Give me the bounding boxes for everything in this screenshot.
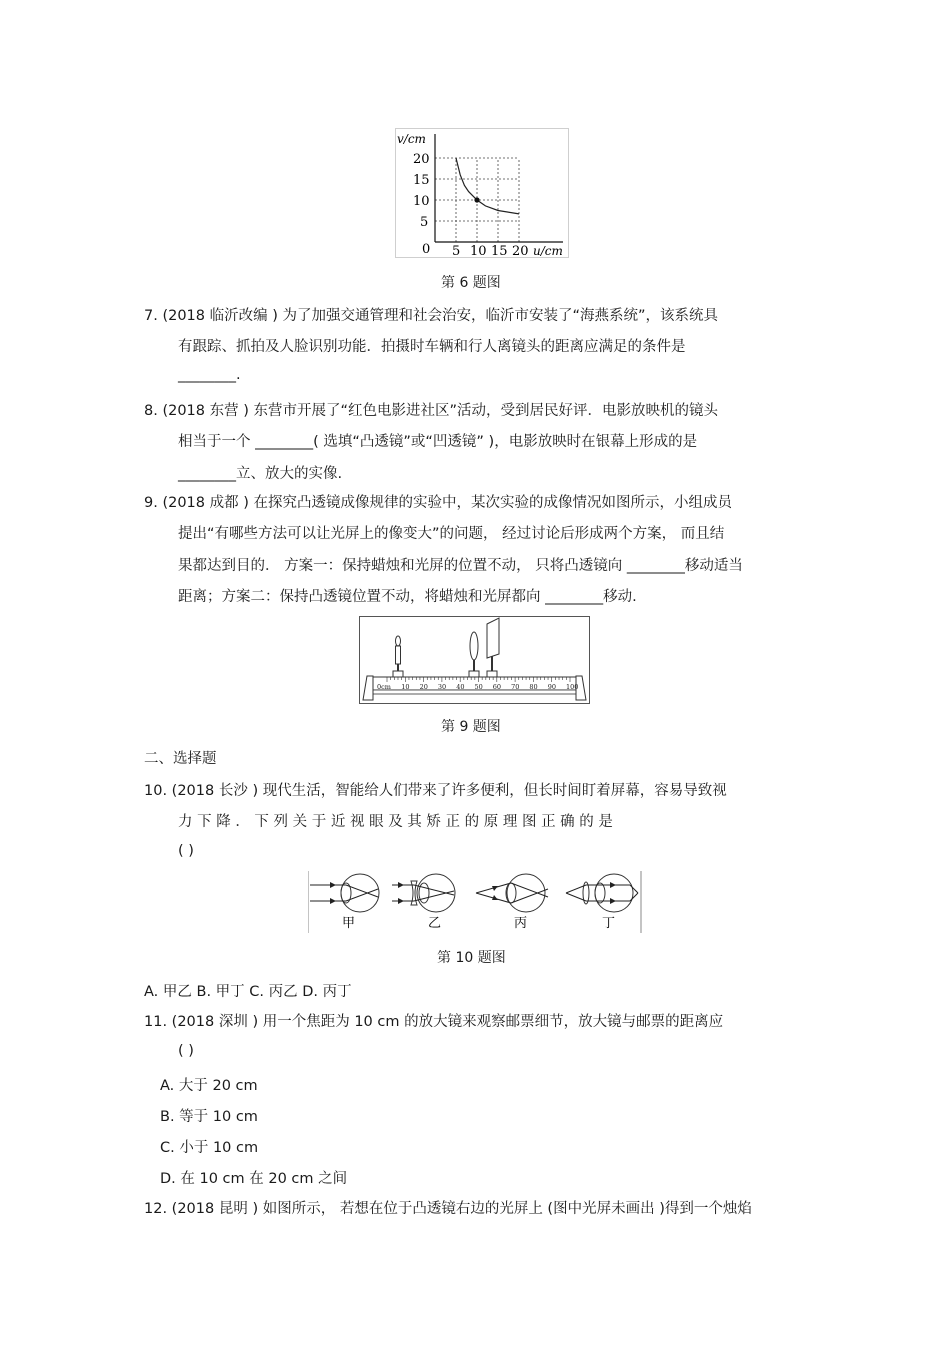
scale-label: 50 bbox=[474, 683, 483, 691]
figure-9-caption: 第 9 题图 bbox=[441, 719, 501, 735]
question-11-option-b: B. 等于 10 cm bbox=[160, 1109, 258, 1125]
scale-label: 30 bbox=[437, 683, 447, 691]
eye-correction-diagrams bbox=[308, 871, 642, 933]
y-tick-label: 20 bbox=[413, 152, 430, 167]
question-11-option-d: D. 在 10 cm 在 20 cm 之间 bbox=[160, 1171, 348, 1187]
question-11-option-a: A. 大于 20 cm bbox=[160, 1078, 258, 1094]
y-axis-label: v/cm bbox=[397, 132, 426, 146]
question-8-line-2: 相当于一个 ________( 选填“凸透镜”或“凹透镜” )，电影放映时在银幕上形成的是 bbox=[178, 434, 698, 450]
question-9-line-2: 提出“有哪些方法可以让光屏上的像变大”的问题， 经过讨论后形成两个方案， 而且结 bbox=[178, 526, 725, 542]
question-8-line-3: ________立、放大的实像. bbox=[178, 466, 343, 482]
scale-label: 0cm bbox=[377, 683, 391, 691]
series-curve bbox=[456, 158, 519, 214]
panel-label-yi: 乙 bbox=[428, 916, 442, 931]
scale-label: 90 bbox=[547, 683, 556, 691]
x-tick-label: 5 bbox=[452, 244, 461, 258]
question-8-line-1: 8. (2018 东营 ) 东营市开展了“红色电影进社区”活动，受到居民好评．电影放映机的镜头 bbox=[144, 403, 719, 419]
figure-10-caption: 第 10 题图 bbox=[437, 950, 506, 966]
question-7-line-1: 7. (2018 临沂改编 ) 为了加强交通管理和社会治安，临沂市安装了“海燕系统”，该系统具 bbox=[144, 308, 719, 324]
y-tick-label: 10 bbox=[413, 194, 430, 209]
question-9-line-4: 距离；方案二：保持凸透镜位置不动，将蜡烛和光屏都向 ________移动. bbox=[178, 589, 637, 605]
question-10-line-3: ( ) bbox=[178, 843, 194, 859]
question-7-line-3: ________. bbox=[178, 367, 241, 383]
panel-jia bbox=[310, 874, 379, 912]
x-tick-label: 15 bbox=[491, 244, 508, 258]
origin-label: 0 bbox=[422, 242, 431, 257]
panel-label-jia: 甲 bbox=[342, 916, 356, 931]
scale-label: 20 bbox=[419, 683, 428, 691]
panel-label-bing: 丙 bbox=[514, 916, 528, 931]
question-10-line-2: 力 下 降 ． 下 列 关 于 近 视 眼 及 其 矫 正 的 原 理 图 正 确 的 是 bbox=[178, 814, 613, 830]
x-tick-label: 10 bbox=[470, 244, 487, 258]
question-7-line-2: 有跟踪、抓拍及人脸识别功能．拍摄时车辆和行人离镜头的距离应满足的条件是 bbox=[178, 339, 686, 355]
v-u-chart bbox=[395, 128, 569, 258]
scale-label: 70 bbox=[511, 683, 520, 691]
chart-axes bbox=[435, 134, 563, 242]
question-10-line-1: 10. (2018 长沙 ) 现代生活，智能给人们带来了许多便利，但长时间盯着屏幕，容易导致视 bbox=[144, 783, 727, 799]
figure-9 bbox=[359, 616, 590, 704]
question-11-line-1: 11. (2018 深圳 ) 用一个焦距为 10 cm 的放大镜来观察邮票细节，放大镜与邮票的距离应 bbox=[144, 1014, 724, 1030]
candle bbox=[393, 636, 403, 677]
marked-point bbox=[474, 197, 479, 202]
panel-yi bbox=[392, 874, 455, 912]
scale-label: 100 bbox=[566, 683, 579, 691]
figure-6 bbox=[395, 128, 569, 258]
question-12-line-1: 12. (2018 昆明 ) 如图所示， 若想在位于凸透镜右边的光屏上 (图中光屏未画出 )得到一个烛焰 bbox=[144, 1201, 752, 1217]
question-11-line-2: ( ) bbox=[178, 1043, 194, 1059]
question-9-line-1: 9. (2018 成都 ) 在探究凸透镜成像规律的实验中，某次实验的成像情况如图所示，小组成员 bbox=[144, 495, 732, 511]
convex-lens bbox=[469, 632, 479, 677]
scale-label: 40 bbox=[456, 683, 465, 691]
panel-ding bbox=[566, 874, 638, 912]
scale-label: 80 bbox=[529, 683, 538, 691]
question-10-options: A. 甲乙 B. 甲丁 C. 丙乙 D. 丙丁 bbox=[144, 984, 352, 1000]
figure-6-caption: 第 6 题图 bbox=[441, 275, 501, 291]
light-screen bbox=[487, 618, 499, 677]
scale-label: 60 bbox=[492, 683, 502, 691]
x-tick-label: 20 bbox=[512, 244, 529, 258]
y-tick-label: 5 bbox=[420, 215, 429, 230]
panel-bing bbox=[476, 874, 548, 912]
question-11-option-c: C. 小于 10 cm bbox=[160, 1140, 259, 1156]
panel-label-ding: 丁 bbox=[602, 916, 616, 931]
y-tick-label: 15 bbox=[413, 173, 430, 188]
section-title: 二、选择题 bbox=[144, 751, 217, 767]
scale-label: 10 bbox=[401, 683, 410, 691]
question-9-line-3: 果都达到目的． 方案一：保持蜡烛和光屏的位置不动， 只将凸透镜向 ________移动适当 bbox=[178, 558, 743, 574]
optical-bench-diagram bbox=[359, 616, 590, 704]
figure-10 bbox=[308, 871, 642, 933]
x-axis-label: u/cm bbox=[533, 244, 563, 258]
